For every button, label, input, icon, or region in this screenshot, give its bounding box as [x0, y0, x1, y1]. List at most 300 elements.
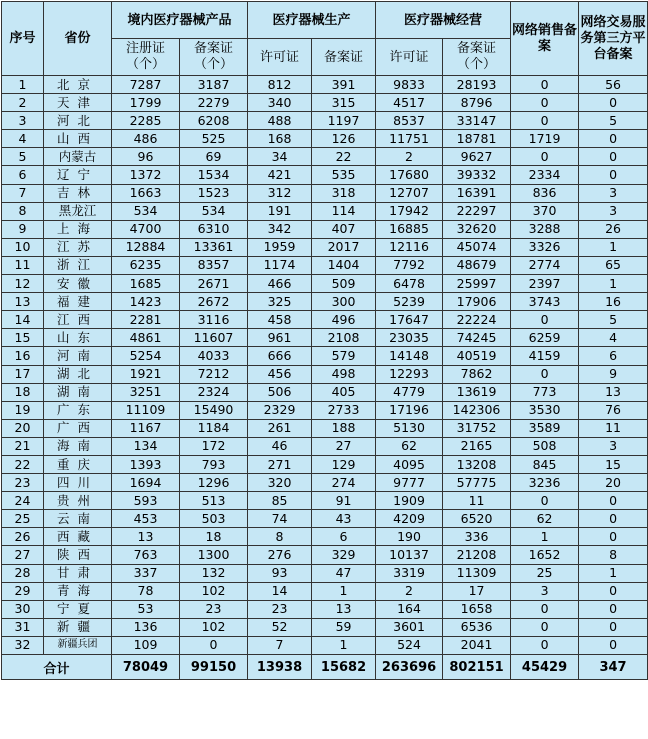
row-value: 31752 — [443, 419, 511, 437]
table-row — [2, 238, 648, 256]
row-value: 407 — [312, 220, 376, 238]
row-value: 8796 — [443, 94, 511, 112]
row-value: 9833 — [376, 76, 443, 94]
row-value: 62 — [511, 510, 579, 528]
row-value: 1658 — [443, 600, 511, 618]
row-value: 1 — [579, 564, 648, 582]
row-value: 3116 — [180, 311, 248, 329]
row-value: 793 — [180, 455, 248, 473]
row-value: 85 — [248, 492, 312, 510]
row-value: 0 — [579, 130, 648, 148]
row-value: 3589 — [511, 419, 579, 437]
table-row — [2, 329, 648, 347]
row-value: 271 — [248, 455, 312, 473]
row-province: 陕西 — [44, 546, 112, 564]
row-seq: 17 — [2, 365, 44, 383]
row-value: 3743 — [511, 293, 579, 311]
row-value: 102 — [180, 582, 248, 600]
row-province: 河北 — [44, 112, 112, 130]
row-value: 69 — [180, 148, 248, 166]
row-value: 56 — [579, 76, 648, 94]
table-row — [2, 437, 648, 455]
row-value: 1523 — [180, 184, 248, 202]
row-value: 109 — [112, 636, 180, 654]
row-value: 4033 — [180, 347, 248, 365]
total-cell: 45429 — [511, 655, 579, 680]
row-value: 2733 — [312, 401, 376, 419]
row-value: 18781 — [443, 130, 511, 148]
row-seq: 21 — [2, 437, 44, 455]
header-production: 医疗器械生产 — [248, 2, 376, 39]
row-seq: 30 — [2, 600, 44, 618]
row-province: 江苏 — [44, 238, 112, 256]
row-value: 0 — [579, 94, 648, 112]
row-seq: 32 — [2, 636, 44, 654]
header-domestic-products: 境内医疗器械产品 — [112, 2, 248, 39]
row-value: 0 — [579, 582, 648, 600]
row-value: 312 — [248, 184, 312, 202]
row-province: 黑龙江 — [44, 202, 112, 220]
row-province: 甘肃 — [44, 564, 112, 582]
table-row — [2, 311, 648, 329]
table-row — [2, 492, 648, 510]
row-value: 3 — [579, 437, 648, 455]
row-value: 2329 — [248, 401, 312, 419]
row-seq: 18 — [2, 383, 44, 401]
row-value: 11309 — [443, 564, 511, 582]
row-value: 6259 — [511, 329, 579, 347]
row-value: 129 — [312, 455, 376, 473]
row-value: 0 — [579, 510, 648, 528]
row-value: 4159 — [511, 347, 579, 365]
row-value: 46 — [248, 437, 312, 455]
row-value: 1685 — [112, 275, 180, 293]
row-province: 四川 — [44, 474, 112, 492]
row-value: 136 — [112, 618, 180, 636]
row-value: 3236 — [511, 474, 579, 492]
row-value: 486 — [112, 130, 180, 148]
row-seq: 31 — [2, 618, 44, 636]
row-value: 74245 — [443, 329, 511, 347]
row-value: 3326 — [511, 238, 579, 256]
row-value: 17196 — [376, 401, 443, 419]
row-value: 0 — [511, 112, 579, 130]
row-value: 9777 — [376, 474, 443, 492]
row-seq: 16 — [2, 347, 44, 365]
row-value: 93 — [248, 564, 312, 582]
row-value: 3319 — [376, 564, 443, 582]
row-value: 188 — [312, 419, 376, 437]
row-value: 11 — [443, 492, 511, 510]
row-value: 6310 — [180, 220, 248, 238]
row-value: 12884 — [112, 238, 180, 256]
row-value: 1174 — [248, 256, 312, 274]
row-value: 579 — [312, 347, 376, 365]
row-value: 32620 — [443, 220, 511, 238]
header-province: 省份 — [44, 2, 112, 76]
table-body — [2, 76, 648, 655]
row-seq: 2 — [2, 94, 44, 112]
row-value: 25997 — [443, 275, 511, 293]
row-value: 0 — [579, 618, 648, 636]
row-value: 329 — [312, 546, 376, 564]
row-seq: 6 — [2, 166, 44, 184]
row-value: 168 — [248, 130, 312, 148]
row-value: 812 — [248, 76, 312, 94]
total-cell: 263696 — [376, 655, 443, 680]
row-value: 7212 — [180, 365, 248, 383]
row-seq: 3 — [2, 112, 44, 130]
row-value: 1652 — [511, 546, 579, 564]
row-value: 76 — [579, 401, 648, 419]
row-value: 15490 — [180, 401, 248, 419]
row-value: 1372 — [112, 166, 180, 184]
row-value: 126 — [312, 130, 376, 148]
row-value: 1393 — [112, 455, 180, 473]
row-province: 湖南 — [44, 383, 112, 401]
header-operation: 医疗器械经营 — [376, 2, 511, 39]
row-value: 763 — [112, 546, 180, 564]
row-value: 534 — [112, 202, 180, 220]
row-value: 39332 — [443, 166, 511, 184]
row-value: 22224 — [443, 311, 511, 329]
table-row — [2, 582, 648, 600]
row-province: 福建 — [44, 293, 112, 311]
row-value: 496 — [312, 311, 376, 329]
row-value: 4700 — [112, 220, 180, 238]
row-value: 23035 — [376, 329, 443, 347]
row-value: 1 — [511, 528, 579, 546]
row-value: 0 — [180, 636, 248, 654]
row-value: 6478 — [376, 275, 443, 293]
row-value: 0 — [579, 148, 648, 166]
row-value: 5 — [579, 112, 648, 130]
row-value: 0 — [579, 600, 648, 618]
row-value: 11607 — [180, 329, 248, 347]
table-row — [2, 618, 648, 636]
row-value: 274 — [312, 474, 376, 492]
table-row — [2, 455, 648, 473]
row-value: 11 — [579, 419, 648, 437]
row-value: 13 — [579, 383, 648, 401]
row-value: 0 — [579, 492, 648, 510]
row-seq: 14 — [2, 311, 44, 329]
row-value: 845 — [511, 455, 579, 473]
row-value: 18 — [180, 528, 248, 546]
row-value: 2017 — [312, 238, 376, 256]
table-row — [2, 474, 648, 492]
row-seq: 27 — [2, 546, 44, 564]
table-row — [2, 184, 648, 202]
row-province: 湖北 — [44, 365, 112, 383]
row-seq: 11 — [2, 256, 44, 274]
row-value: 20 — [579, 474, 648, 492]
total-label: 合计 — [2, 655, 112, 680]
row-value: 62 — [376, 437, 443, 455]
row-seq: 24 — [2, 492, 44, 510]
row-value: 45074 — [443, 238, 511, 256]
row-value: 342 — [248, 220, 312, 238]
row-value: 836 — [511, 184, 579, 202]
row-province: 内蒙古 — [44, 148, 112, 166]
row-seq: 19 — [2, 401, 44, 419]
row-province: 宁夏 — [44, 600, 112, 618]
row-value: 134 — [112, 437, 180, 455]
row-value: 0 — [511, 600, 579, 618]
row-value: 0 — [511, 148, 579, 166]
row-value: 513 — [180, 492, 248, 510]
row-province: 上海 — [44, 220, 112, 238]
row-value: 8357 — [180, 256, 248, 274]
row-value: 12116 — [376, 238, 443, 256]
table-row — [2, 528, 648, 546]
row-value: 57775 — [443, 474, 511, 492]
row-value: 2 — [376, 148, 443, 166]
row-value: 1909 — [376, 492, 443, 510]
row-value: 53 — [112, 600, 180, 618]
table-footer — [2, 655, 648, 680]
row-province: 西藏 — [44, 528, 112, 546]
row-value: 666 — [248, 347, 312, 365]
row-value: 1799 — [112, 94, 180, 112]
row-value: 3187 — [180, 76, 248, 94]
row-value: 26 — [579, 220, 648, 238]
row-value: 2281 — [112, 311, 180, 329]
row-value: 40519 — [443, 347, 511, 365]
row-value: 318 — [312, 184, 376, 202]
row-seq: 22 — [2, 455, 44, 473]
row-value: 0 — [511, 311, 579, 329]
row-value: 6520 — [443, 510, 511, 528]
row-value: 276 — [248, 546, 312, 564]
row-value: 48679 — [443, 256, 511, 274]
row-value: 43 — [312, 510, 376, 528]
table-row — [2, 383, 648, 401]
row-value: 47 — [312, 564, 376, 582]
row-value: 13 — [312, 600, 376, 618]
row-value: 2774 — [511, 256, 579, 274]
row-value: 142306 — [443, 401, 511, 419]
row-value: 11751 — [376, 130, 443, 148]
row-value: 13361 — [180, 238, 248, 256]
row-value: 261 — [248, 419, 312, 437]
row-value: 8 — [248, 528, 312, 546]
row-seq: 12 — [2, 275, 44, 293]
row-province: 辽宁 — [44, 166, 112, 184]
row-value: 21208 — [443, 546, 511, 564]
row-value: 132 — [180, 564, 248, 582]
row-value: 22297 — [443, 202, 511, 220]
row-value: 164 — [376, 600, 443, 618]
row-value: 34 — [248, 148, 312, 166]
row-value: 172 — [180, 437, 248, 455]
row-value: 336 — [443, 528, 511, 546]
row-value: 5239 — [376, 293, 443, 311]
row-value: 5254 — [112, 347, 180, 365]
row-value: 14 — [248, 582, 312, 600]
row-value: 5 — [579, 311, 648, 329]
row-value: 102 — [180, 618, 248, 636]
row-seq: 29 — [2, 582, 44, 600]
row-value: 23 — [248, 600, 312, 618]
row-value: 4517 — [376, 94, 443, 112]
row-province: 河南 — [44, 347, 112, 365]
row-value: 1 — [579, 275, 648, 293]
row-province: 云南 — [44, 510, 112, 528]
total-cell: 15682 — [312, 655, 376, 680]
table-row — [2, 347, 648, 365]
row-value: 1184 — [180, 419, 248, 437]
row-value: 0 — [511, 618, 579, 636]
row-value: 370 — [511, 202, 579, 220]
row-province: 山西 — [44, 130, 112, 148]
row-province: 江西 — [44, 311, 112, 329]
header-production-license: 许可证 — [248, 39, 312, 76]
row-value: 0 — [511, 636, 579, 654]
row-value: 4779 — [376, 383, 443, 401]
table-row — [2, 365, 648, 383]
row-value: 25 — [511, 564, 579, 582]
row-value: 33147 — [443, 112, 511, 130]
table-row — [2, 220, 648, 238]
row-value: 6235 — [112, 256, 180, 274]
row-value: 509 — [312, 275, 376, 293]
table-row — [2, 419, 648, 437]
row-value: 534 — [180, 202, 248, 220]
row-value: 27 — [312, 437, 376, 455]
row-value: 7 — [248, 636, 312, 654]
row-value: 3 — [579, 202, 648, 220]
table-row — [2, 256, 648, 274]
row-value: 961 — [248, 329, 312, 347]
row-value: 59 — [312, 618, 376, 636]
header-third-party-platform: 网络交易服务第三方平台备案 — [579, 2, 648, 76]
row-value: 3 — [579, 184, 648, 202]
row-value: 17647 — [376, 311, 443, 329]
row-value: 1694 — [112, 474, 180, 492]
total-cell: 78049 — [112, 655, 180, 680]
row-province: 安徽 — [44, 275, 112, 293]
row-value: 498 — [312, 365, 376, 383]
row-value: 7862 — [443, 365, 511, 383]
row-province: 吉林 — [44, 184, 112, 202]
row-value: 0 — [511, 94, 579, 112]
row-province: 北京 — [44, 76, 112, 94]
row-value: 2672 — [180, 293, 248, 311]
row-province: 青海 — [44, 582, 112, 600]
row-value: 1296 — [180, 474, 248, 492]
total-row — [2, 655, 648, 680]
row-seq: 1 — [2, 76, 44, 94]
row-value: 6208 — [180, 112, 248, 130]
row-value: 9627 — [443, 148, 511, 166]
row-value: 506 — [248, 383, 312, 401]
row-value: 0 — [579, 528, 648, 546]
row-value: 535 — [312, 166, 376, 184]
row-value: 503 — [180, 510, 248, 528]
row-value: 6 — [312, 528, 376, 546]
total-cell: 347 — [579, 655, 648, 680]
row-value: 0 — [511, 365, 579, 383]
table-row — [2, 275, 648, 293]
row-value: 9 — [579, 365, 648, 383]
row-value: 23 — [180, 600, 248, 618]
row-value: 2324 — [180, 383, 248, 401]
table-row — [2, 148, 648, 166]
table-row — [2, 94, 648, 112]
row-value: 1959 — [248, 238, 312, 256]
row-value: 4095 — [376, 455, 443, 473]
row-value: 6536 — [443, 618, 511, 636]
row-value: 8 — [579, 546, 648, 564]
row-seq: 28 — [2, 564, 44, 582]
row-value: 1423 — [112, 293, 180, 311]
row-seq: 25 — [2, 510, 44, 528]
row-value: 16 — [579, 293, 648, 311]
header-seq: 序号 — [2, 2, 44, 76]
row-province: 新疆 — [44, 618, 112, 636]
row-seq: 10 — [2, 238, 44, 256]
row-value: 17 — [443, 582, 511, 600]
header-operation-license: 许可证 — [376, 39, 443, 76]
row-value: 74 — [248, 510, 312, 528]
row-province: 新疆兵团 — [44, 636, 112, 654]
header-operation-filing: 备案证（个） — [443, 39, 511, 76]
row-value: 78 — [112, 582, 180, 600]
row-value: 0 — [579, 636, 648, 654]
row-value: 10137 — [376, 546, 443, 564]
row-province: 广西 — [44, 419, 112, 437]
row-value: 11109 — [112, 401, 180, 419]
row-province: 山东 — [44, 329, 112, 347]
row-value: 524 — [376, 636, 443, 654]
medical-device-statistics-table — [1, 1, 648, 680]
row-province: 天津 — [44, 94, 112, 112]
row-value: 5130 — [376, 419, 443, 437]
row-value: 1719 — [511, 130, 579, 148]
row-value: 2108 — [312, 329, 376, 347]
row-value: 325 — [248, 293, 312, 311]
row-value: 17942 — [376, 202, 443, 220]
row-value: 2671 — [180, 275, 248, 293]
header-online-sales: 网络销售备案 — [511, 2, 579, 76]
row-value: 466 — [248, 275, 312, 293]
row-value: 1663 — [112, 184, 180, 202]
row-value: 1 — [312, 636, 376, 654]
row-value: 1167 — [112, 419, 180, 437]
row-value: 421 — [248, 166, 312, 184]
row-value: 508 — [511, 437, 579, 455]
row-value: 2041 — [443, 636, 511, 654]
row-value: 7792 — [376, 256, 443, 274]
row-value: 2285 — [112, 112, 180, 130]
row-value: 0 — [511, 492, 579, 510]
row-value: 28193 — [443, 76, 511, 94]
row-value: 1921 — [112, 365, 180, 383]
row-value: 315 — [312, 94, 376, 112]
row-value: 13619 — [443, 383, 511, 401]
row-value: 2397 — [511, 275, 579, 293]
row-seq: 23 — [2, 474, 44, 492]
row-value: 3530 — [511, 401, 579, 419]
row-value: 456 — [248, 365, 312, 383]
row-value: 6 — [579, 347, 648, 365]
row-value: 0 — [579, 166, 648, 184]
row-value: 4209 — [376, 510, 443, 528]
total-cell: 802151 — [443, 655, 511, 680]
row-value: 391 — [312, 76, 376, 94]
row-value: 13208 — [443, 455, 511, 473]
